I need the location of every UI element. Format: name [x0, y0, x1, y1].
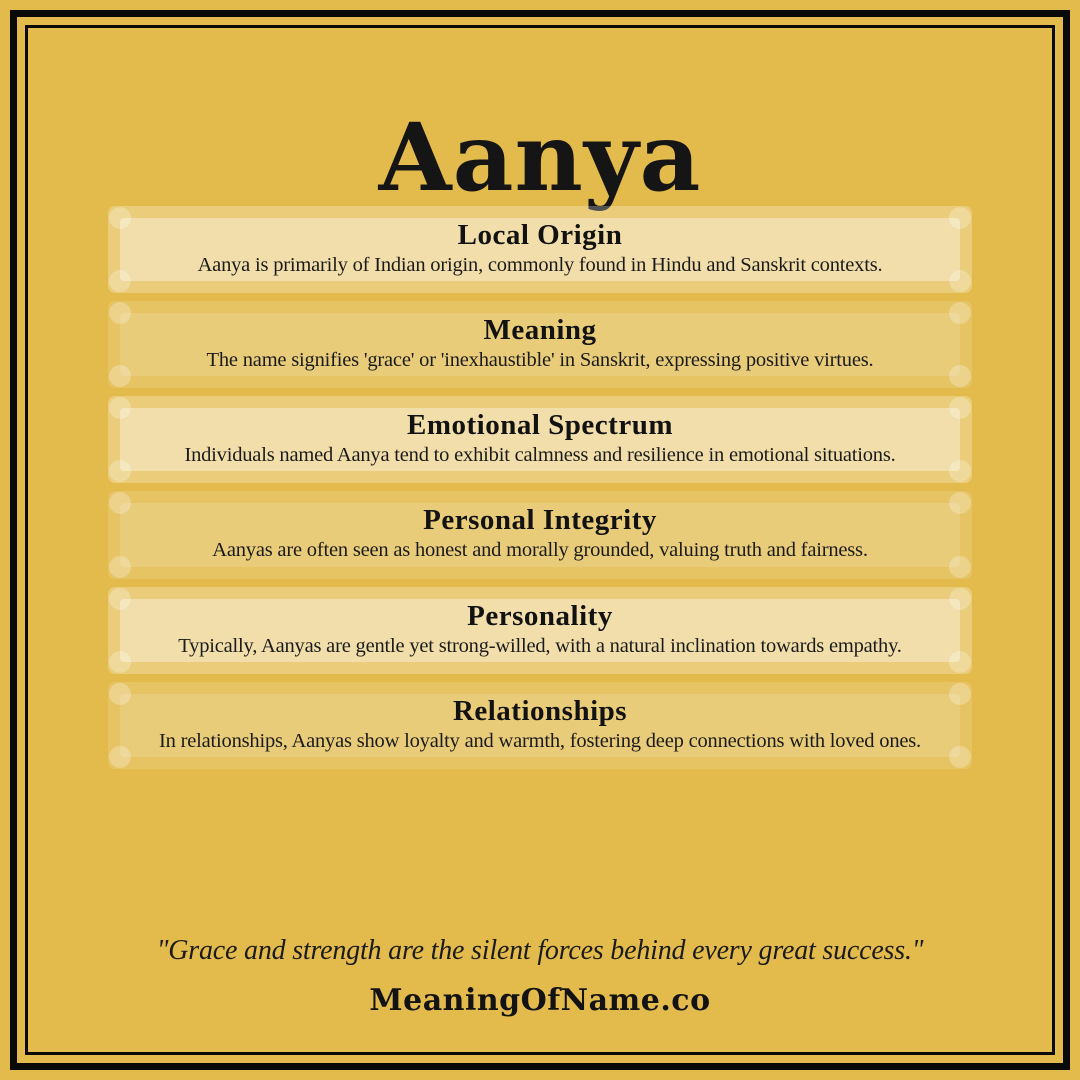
- section-card: [108, 301, 972, 388]
- section-body: In relationships, Aanyas show loyalty and warmth, fostering deep connections with loved ones.: [159, 730, 921, 752]
- section-panel: [120, 313, 960, 376]
- section-panel: [120, 218, 960, 281]
- footer: [0, 934, 1080, 1018]
- section-card: [108, 206, 972, 293]
- section-heading: Local Origin: [457, 219, 623, 251]
- brand-name: MeaningOfName.co: [369, 983, 711, 1018]
- section-card: [108, 491, 972, 579]
- section-card: [108, 682, 972, 769]
- section-card: [108, 587, 972, 674]
- section-body: Typically, Aanyas are gentle yet strong-willed, with a natural inclination towards empathy.: [178, 635, 902, 657]
- section-heading: Meaning: [483, 314, 597, 346]
- section-heading: Personality: [467, 600, 613, 632]
- section-heading: Relationships: [452, 695, 628, 727]
- section-body: The name signifies 'grace' or 'inexhaustible' in Sanskrit, expressing positive virtues.: [206, 349, 874, 371]
- section-body: Individuals named Aanya tend to exhibit calmness and resilience in emotional situations.: [184, 444, 896, 466]
- page-title: Aanya: [378, 102, 702, 213]
- section-body: Aanyas are often seen as honest and morally grounded, valuing truth and fairness.: [212, 539, 868, 561]
- section-heading: Emotional Spectrum: [407, 409, 673, 441]
- section-panel: [120, 408, 960, 471]
- section-panel: [120, 599, 960, 662]
- section-heading: Personal Integrity: [423, 504, 657, 536]
- sections-list: [108, 206, 972, 769]
- section-card: [108, 396, 972, 483]
- section-panel: [120, 503, 960, 567]
- footer-quote: "Grace and strength are the silent forces behind every great success.": [156, 935, 924, 966]
- section-panel: [120, 694, 960, 757]
- section-body: Aanya is primarily of Indian origin, commonly found in Hindu and Sanskrit contexts.: [197, 254, 883, 276]
